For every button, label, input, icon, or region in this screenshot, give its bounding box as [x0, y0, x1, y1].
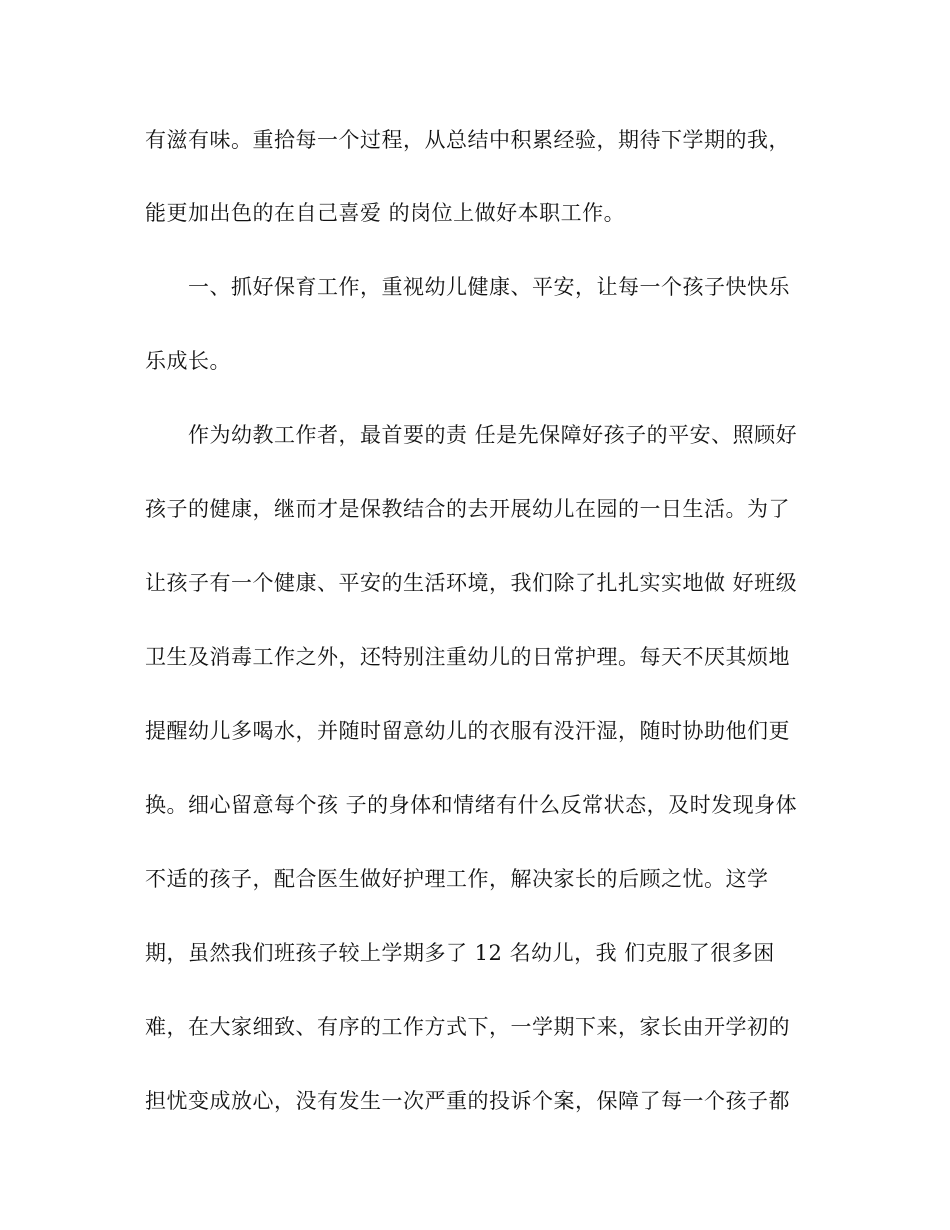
paragraph-line-9: 不适的孩子，配合医生做好护理工作，解决家长的后顾之忧。这学: [145, 867, 769, 891]
paragraph-line-4: 孩子的健康，继而才是保教结合的去开展幼儿在园的一日生活。为了: [145, 497, 790, 521]
paragraph-line-6: 卫生及消毒工作之外，还特别注重幼儿的日常护理。每天不厌其烦地: [145, 645, 790, 669]
paragraph-line-10: 期，虽然我们班孩子较上学期多了 12 名幼儿，我 们克服了很多困: [145, 941, 775, 965]
paragraph-line-12: 担忧变成放心，没有发生一次严重的投诉个案，保障了每一个孩子都: [145, 1089, 790, 1113]
section-heading-line-2: 乐成长。: [145, 349, 231, 373]
paragraph-line-1: 有滋有味。重拾每一个过程，从总结中积累经验，期待下学期的我，: [145, 128, 790, 152]
paragraph-line-11: 难，在大家细致、有序的工作方式下，一学期下来，家长由开学初的: [145, 1015, 790, 1039]
paragraph-line-8: 换。细心留意每个孩 子的身体和情绪有什么反常状态，及时发现身体: [145, 793, 798, 817]
section-heading-line-1: 一、抓好保育工作，重视幼儿健康、平安，让每一个孩子快快乐: [188, 275, 790, 299]
paragraph-line-5: 让孩子有一个健康、平安的生活环境，我们除了扎扎实实地做 好班级: [145, 571, 798, 595]
paragraph-line-3: 作为幼教工作者，最首要的责 任是先保障好孩子的平安、照顾好: [188, 423, 798, 447]
paragraph-line-7: 提醒幼儿多喝水，并随时留意幼儿的衣服有没汗湿，随时协助他们更: [145, 719, 790, 743]
paragraph-line-2: 能更加出色的在自己喜爱 的岗位上做好本职工作。: [145, 201, 626, 225]
